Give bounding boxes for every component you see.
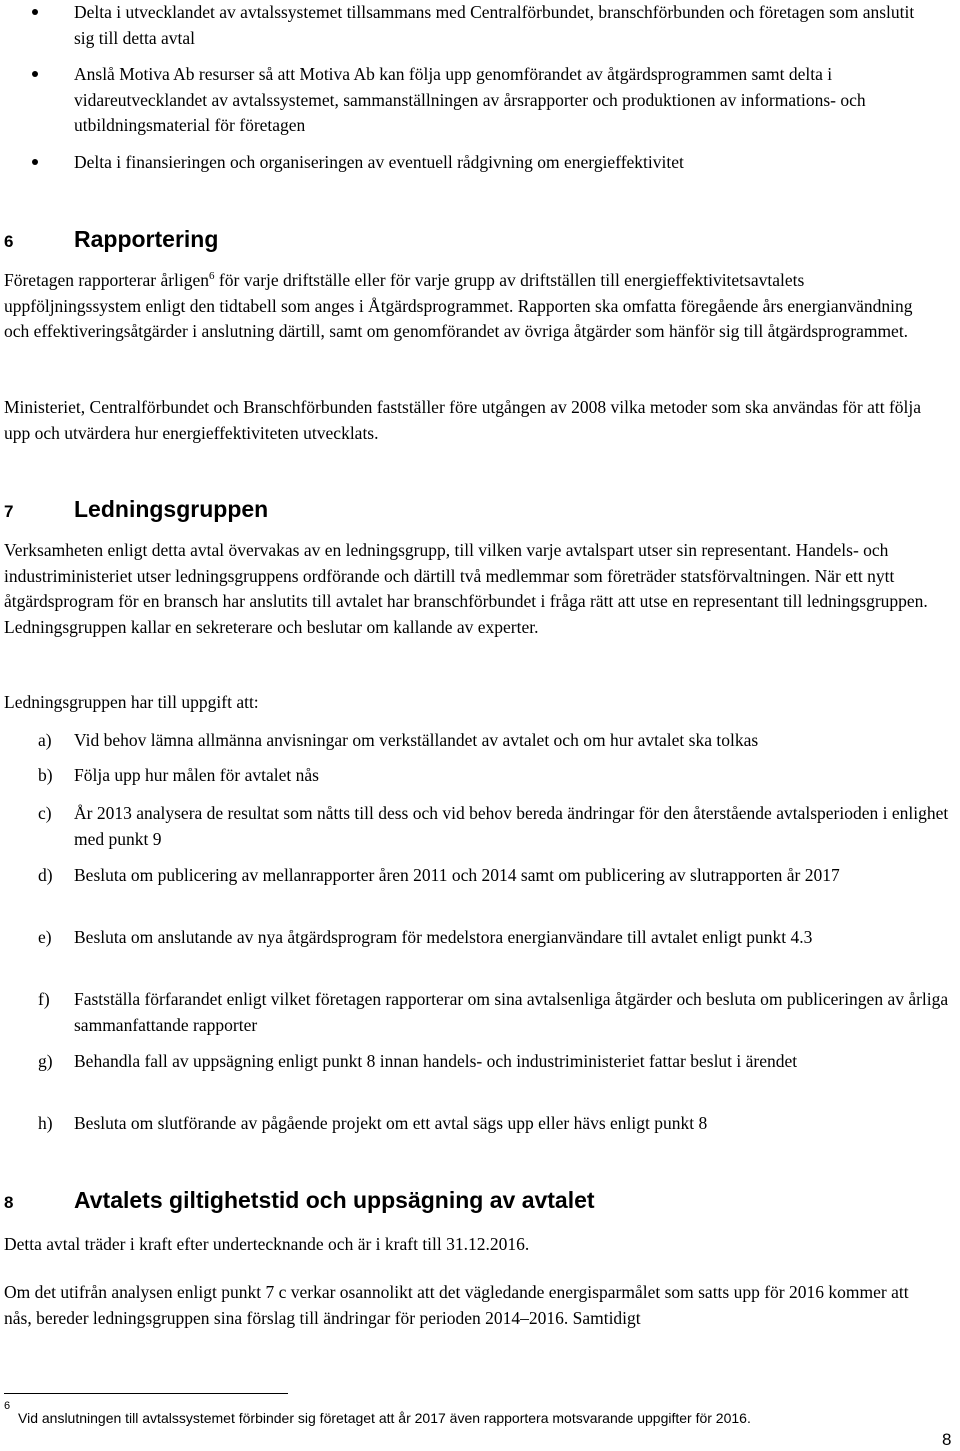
list-text: Följa upp hur målen för avtalet nås: [74, 765, 319, 785]
list-text: Behandla fall av uppsägning enligt punkt 8 innan handels- och industriministeriet fattar beslut i ärendet: [74, 1051, 798, 1071]
list-marker: g): [38, 1051, 53, 1071]
bullet-text: Delta i utvecklandet av avtalssystemet tillsammans med Centralförbundet, branschförbunden och företagen som anslutit sig till detta avtal: [74, 2, 915, 48]
bullet-item: [74, 0, 934, 51]
list-marker: h): [38, 1113, 53, 1133]
bullet-item: [74, 150, 934, 176]
paragraph: Detta avtal träder i kraft efter undertecknande och är i kraft till 31.12.2016.: [4, 1234, 530, 1254]
bullet-text: Anslå Motiva Ab resurser så att Motiva Ab kan följa upp genomförandet av åtgärdsprogrammen samt delta i vidareutvecklandet av avtalssystemet, sammanställningen av årsrapporter och produktionen av informations- och utbildningsmaterial för företagen: [74, 64, 866, 136]
paragraph: Om det utifrån analysen enligt punkt 7 c verkar osannolikt att det vägledande energisparmålet som satts upp för 2016 kommer att nås, bereder ledningsgruppen sina förslag till ändringar för perioden 2014–2016. Samtidigt: [4, 1282, 909, 1328]
list-text: År 2013 analysera de resultat som nåtts till dess och vid behov bereda ändringar för den återstående avtalsperioden i enlighet med punkt 9: [74, 803, 949, 849]
section-title: Ledningsgruppen: [74, 496, 269, 522]
list-text: Besluta om anslutande av nya åtgärdsprogram för medelstora energianvändare till avtalet enligt punkt 4.3: [74, 927, 813, 947]
list-text: Fastställa förfarandet enligt vilket företagen rapporterar om sina avtalsenliga åtgärder och besluta om publiceringen av årliga sammanfattande rapporter: [74, 989, 949, 1035]
section-title: Avtalets giltighetstid och uppsägning av avtalet: [74, 1187, 595, 1213]
paragraph: Företagen rapporterar årligen$^6$ för varje driftställe eller för varje grupp av driftställen till energieffektivitetsavtalets uppföljningssystem enligt den tidtabell som anges i Åtgärdsprogrammet. Rapporten ska omfatta föregående års energianvändning och effektiveringsåtgärder i anslutning därtill, samt om genomförandet av övriga åtgärder som hänför sig till åtgärdsprogrammet.: [4, 270, 913, 342]
list-text: Vid behov lämna allmänna anvisningar om verkställandet av avtalet och om hur avtalet ska tolkas: [74, 730, 759, 750]
list-marker: f): [38, 989, 50, 1009]
section-number: 8: [4, 1193, 14, 1212]
page-number: 8: [942, 1430, 952, 1449]
paragraph: Ledningsgruppen har till uppgift att:: [4, 692, 259, 712]
footnote-mark: 6: [4, 1400, 11, 1412]
list-marker: a): [38, 730, 52, 750]
list-text: Besluta om publicering av mellanrapporter åren 2011 och 2014 samt om publicering av slutrapporten år 2017: [74, 865, 840, 885]
section-title: Rapportering: [74, 226, 219, 252]
footnote-reference: 6: [209, 270, 215, 283]
footnote-text: Vid anslutningen till avtalssystemet förbinder sig företaget att år 2017 även rapportera motsvarande uppgifter för 2016.: [18, 1410, 751, 1426]
list-marker: c): [38, 803, 52, 823]
bullet-icon: [32, 71, 38, 77]
footnote-divider: [4, 1393, 288, 1394]
paragraph: Ministeriet, Centralförbundet och Branschförbunden fastställer före utgången av 2008 vilka metoder som ska användas för att följa upp och utvärdera hur energieffektiviteten utvecklats.: [4, 397, 922, 443]
list-marker: d): [38, 865, 53, 885]
bullet-item: [74, 62, 934, 139]
bullet-icon: [32, 9, 38, 15]
list-marker: b): [38, 765, 53, 785]
bullet-icon: [32, 159, 38, 165]
section-number: 7: [4, 502, 14, 521]
bullet-text: Delta i finansieringen och organiseringen av eventuell rådgivning om energieffektivitet: [74, 152, 684, 172]
list-marker: e): [38, 927, 52, 947]
list-text: Besluta om slutförande av pågående projekt om ett avtal sägs upp eller hävs enligt punkt 8: [74, 1113, 708, 1133]
paragraph: Verksamheten enligt detta avtal övervakas av en ledningsgrupp, till vilken varje avtalspart utser sin representant. Handels- och industriministeriet utser ledningsgruppens ordförande och därtill två medlemmar som företräder statsförvaltningen. När ett nytt åtgärdsprogram för en bransch har anslutits till avtalet har branschförbundet i fråga rätt att utse en representant till ledningsgruppen. Ledningsgruppen kallar en sekreterare och beslutar om kallande av experter.: [4, 540, 928, 637]
section-number: 6: [4, 232, 14, 251]
